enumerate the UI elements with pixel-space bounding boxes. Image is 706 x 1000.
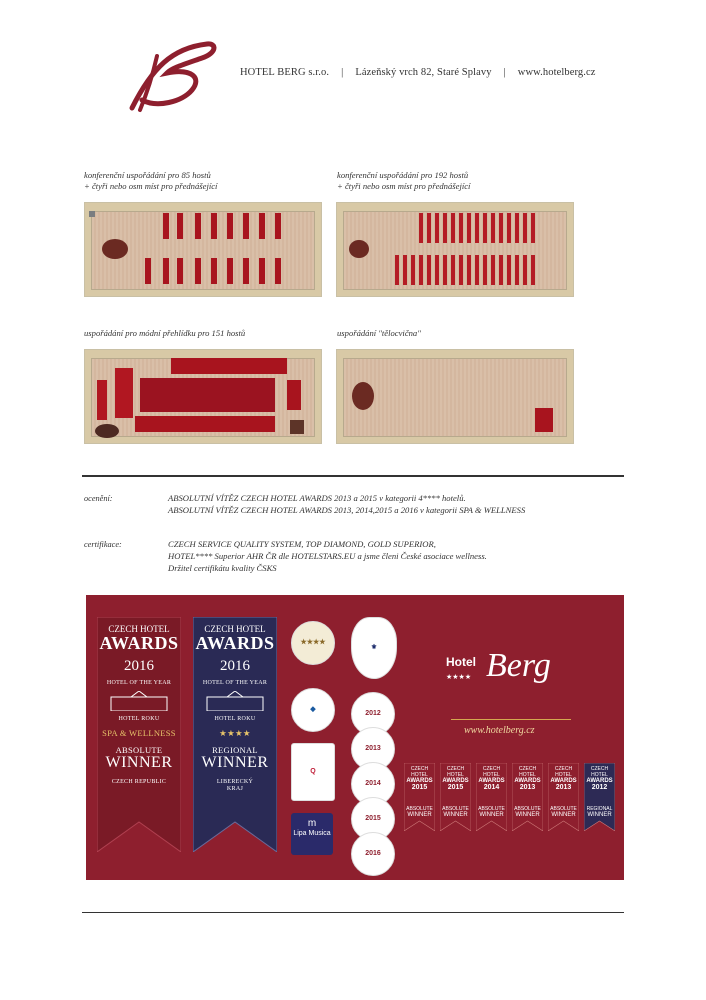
mini-top: CZECH HOTEL [518, 766, 537, 778]
ribbon-absolute-winner: CZECH HOTEL AWARDS 2016 HOTEL OF THE YEAR HOTEL ROKU SPA & WELLNESS ABSOLUTE WINNER CZECH REPUBLIC [97, 617, 181, 852]
layout-caption-1: konferenční uspořádání pro 85 hostů + čtyři nebo osm míst pro přednášející [84, 170, 218, 191]
divider-top [82, 475, 624, 477]
lipa-musica-badge: m Lipa Musica [291, 813, 333, 855]
certs-label: certifikace: [84, 540, 122, 549]
banner-hotel-web[interactable]: www.hotelberg.cz [464, 725, 535, 736]
mini-w2: WINNER [407, 812, 432, 818]
mini-big: AWARDS [478, 778, 505, 784]
mini-w1: ABSOLUTE [514, 806, 541, 812]
mini-award-ribbon-2013 [548, 763, 579, 831]
mini-award-ribbon-2013 [512, 763, 543, 831]
banner-hotel-name: Berg [486, 647, 551, 684]
company-web[interactable]: www.hotelberg.cz [517, 67, 596, 78]
guild-shield-seal: ⚜ [351, 617, 397, 679]
awards-banner [86, 595, 624, 880]
member-seal-2016: 2016 [351, 832, 395, 876]
hotel-building-icon [205, 691, 265, 711]
lipa-icon: m [307, 818, 317, 829]
member-seal-2015: 2015 [351, 797, 395, 841]
mini-w2: WINNER [587, 812, 612, 818]
mini-w1: ABSOLUTE [442, 806, 469, 812]
mini-w1: ABSOLUTE [550, 806, 577, 812]
mini-big: AWARDS [586, 778, 613, 784]
awards-label: ocenění: [84, 494, 113, 503]
mini-w2: WINNER [443, 812, 468, 818]
mini-top: CZECH HOTEL [482, 766, 501, 778]
mini-w1: ABSOLUTE [478, 806, 505, 812]
mini-w2: WINNER [551, 812, 576, 818]
mini-w2: WINNER [479, 812, 504, 818]
mini-big: AWARDS [442, 778, 469, 784]
member-seal-2013: 2013 [351, 727, 395, 771]
mini-year: 2013 [555, 784, 572, 791]
floor-plan-192 [336, 202, 574, 297]
ribbon-regional-winner: CZECH HOTEL AWARDS 2016 HOTEL OF THE YEAR HOTEL ROKU ★★★★ REGIONAL WINNER LIBERECKÝ KRAJ [193, 617, 277, 852]
floor-plan-fashion [84, 349, 322, 444]
divider-bottom [82, 912, 624, 913]
banner-gold-line [451, 719, 571, 720]
mini-year: 2013 [519, 784, 536, 791]
hotel-building-icon [109, 691, 169, 711]
mini-w1: ABSOLUTE [406, 806, 433, 812]
member-seal-2014: 2014 [351, 762, 395, 806]
company-name: HOTEL BERG s.r.o. [240, 67, 330, 78]
awards-text: ABSOLUTNÍ VÍTĚZ CZECH HOTEL AWARDS 2013 a 2015 v kategorii 4**** hotelů. ABSOLUTNÍ VÍTĚZ CZECH HOTEL AWARDS 2013, 2014,2015 a 2016 v kategorii SPA & WELLNESS [168, 493, 526, 515]
quality-q-seal: Q [291, 743, 335, 801]
floor-plan-85 [84, 202, 322, 297]
layout-caption-4: uspořádání "tělocvična" [337, 328, 421, 338]
banner-hotel-word: Hotel [446, 655, 476, 669]
header-line: HOTEL BERG s.r.o. | Lázeňský vrch 82, Staré Splavy | www.hotelberg.cz [240, 67, 596, 78]
mini-big: AWARDS [514, 778, 541, 784]
floor-plan-gym [336, 349, 574, 444]
certs-text: CZECH SERVICE QUALITY SYSTEM, TOP DIAMOND, GOLD SUPERIOR, HOTEL**** Superior AHR ČR dle HOTELSTARS.EU a jsme členi České asociace wellness. Držitel certifikátu kvality ČSKS [168, 539, 487, 573]
mini-w2: WINNER [515, 812, 540, 818]
mini-award-ribbon-2014 [476, 763, 507, 831]
gold-superior-seal: ★★★★ [291, 621, 335, 665]
mini-year: 2015 [411, 784, 428, 791]
mini-big: AWARDS [406, 778, 433, 784]
mini-top: CZECH HOTEL [554, 766, 573, 778]
mini-top: CZECH HOTEL [590, 766, 609, 778]
layout-caption-3: uspořádání pro módní přehlídku pro 151 hostů [84, 328, 246, 338]
mini-top: CZECH HOTEL [410, 766, 429, 778]
mini-award-ribbon-2015 [440, 763, 471, 831]
mini-award-ribbon-2015 [404, 763, 435, 831]
mini-top: CZECH HOTEL [446, 766, 465, 778]
member-seal-2012: 2012 [351, 692, 395, 736]
mini-w1: REGIONAL [586, 806, 613, 812]
banner-hotel-stars: ★★★★ [446, 673, 472, 681]
hotel-logo [112, 38, 222, 118]
layout-caption-2: konferenční uspořádání pro 192 hostů + čtyři nebo osm míst pro přednášející [337, 170, 471, 191]
mini-year: 2012 [591, 784, 608, 791]
mini-year: 2015 [447, 784, 464, 791]
mini-award-ribbon-2012 [584, 763, 615, 831]
mini-year: 2014 [483, 784, 500, 791]
company-address: Lázeňský vrch 82, Staré Splavy [355, 67, 492, 78]
top-diamond-seal: ◆ [291, 688, 335, 732]
mini-big: AWARDS [550, 778, 577, 784]
